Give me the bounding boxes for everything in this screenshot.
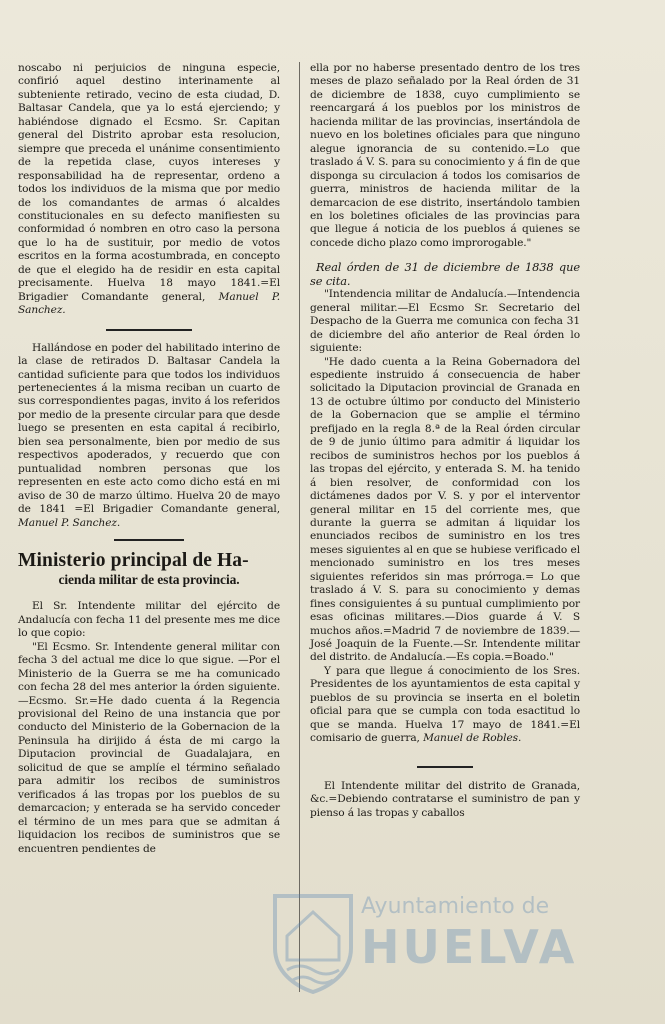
left-paragraph-1-text: noscabo ni perjuicios de ninguna especie, confirió aquel destino interinamente al subteniente retirado, vecino de esta ciudad, D. Baltasar Candela, que ya lo está ejerciendo; y habiéndose dignado el Ecsmo. Sr. Capitan general del Distrito aprobar esta resolucion, siempre que preceda el unánime consentimiento de la repetida clase, cuyos intereses y responsabilidad ha de representar, ordeno a todos los individuos de la misma que por medio de los comandantes de armas ó alcaldes constitucionales en su defecto manifiesten su conformidad ó nombren en otro caso la persona que lo ha de sustituir, por medio de votos escritos en la forma acostumbrada, en concepto de que el elegido ha de residir en esta capital precisamente. Huelva 18 mayo 1841.=El Brigadier Comandante general, <box>18 62 280 303</box>
section-title: Ministerio principal de Ha- <box>18 549 249 571</box>
right-column <box>310 62 580 820</box>
left-paragraph-2 <box>18 342 280 530</box>
right-paragraph-4 <box>310 665 580 746</box>
right-paragraph-4-signature: Manuel de Robles. <box>423 732 522 745</box>
section-divider-2 <box>114 539 184 541</box>
watermark-big-text: HUELVA <box>361 920 578 974</box>
left-paragraph-2-text: Hallándose en poder del habilitado interino de la clase de retirados D. Baltasar Candela la cantidad suficiente para que todos los individuos pertenecientes á la misma reciban un cuarto de sus correspondientes pagas, invito á los referidos por medio de la presente circular para que desde luego se presenten en esta capital á recibirlo, bien sea personalmente, bien por medio de sus respectivos apoderados, y recuerdo que con puntualidad nombren personas que los representen en este acto como dicho está en mi aviso de 30 de marzo último. Huelva 20 de mayo de 1841 =El Brigadier Comandante general, <box>18 341 280 516</box>
right-paragraph-3: "He dado cuenta a la Reina Gobernadora del espediente instruido á consecuencia de haber solicitado la Diputacion provincial de Granada en 13 de octubre último por conducto del Ministerio de la Gobernacion que se amplie el término prefijado en la regla 8.ª de la Real órden circular de 9 de junio último para admitir á liquidar los recibos de suministros hechos por los pueblos á las tropas del ejército, y enterada S. M. ha tenido á bien resolver, de conformidad con los dictámenes dados por V. S. y por el interventor general militar en 15 del corriente mes, que durante la guerra se admitan á liquidar los enunciados recibos de suministro en los tres meses siguientes al en que se hubiese verificado el mencionado suministro en los tres meses siguientes referidos sin mas prórroga.= Lo que traslado á V. S. para su conocimiento y demas fines consiguientes á su puntual cumplimiento por esas oficinas militares.—Dios guarde á V. S muchos años.=Madrid 7 de noviembre de 1839.—José Joaquin de la Fuente.—Sr. Intendente militar del distrito. de Andalucía.—Es copia.=Boado." <box>310 355 580 664</box>
left-paragraph-2-signature: Manuel P. Sanchez. <box>18 516 121 529</box>
left-paragraph-1-signature: Manuel P. Sanchez. <box>18 290 280 317</box>
left-paragraph-3: El Sr. Intendente militar del ejército de Andalucía con fecha 11 del presente mes me dice lo que copio: <box>18 600 280 640</box>
column-divider <box>299 62 300 992</box>
left-paragraph-1 <box>18 62 280 318</box>
section-subtitle: cienda militar de esta provincia. <box>58 571 240 587</box>
left-column <box>18 62 280 856</box>
right-paragraph-1: ella por no haberse presentado dentro de los tres meses de plazo señalado por la Real órden de 31 de diciembre de 1838, cuyo cumplimiento se reencargará á los pueblos por los ministros de hacienda militar de las provincias, insertándola de nuevo en los boletines oficiales para que ninguno alegue ignorancia de su contenido.=Lo que traslado á V. S. para su conocimiento y á fin de que disponga su circulacion á todos los comisarios de guerra, ministros de hacienda militar de la demarcacion de ese distrito, insertándolo tambien en los boletines oficiales de las provincias para que llegue á noticia de los pueblos á quienes se concede dicho plazo como improrogable." <box>310 62 580 249</box>
right-paragraph-5: El Intendente militar del distrito de Granada, &c.=Debiendo contratarse el suministro de pan y pienso á las tropas y caballos <box>310 779 580 819</box>
archive-watermark <box>269 872 659 1002</box>
right-heading: Real órden de 31 de diciembre de 1838 que se cita. <box>310 260 580 288</box>
watermark-top-text: Ayuntamiento de <box>361 894 550 919</box>
right-paragraph-4-text: Y para que llegue á conocimiento de los Sres. Presidentes de los ayuntamientos de esta capital y pueblos de su provincia se inserta en el boletin oficial para que se cumpla con toda esactitud lo que se manda. Huelva 17 mayo de 1841.=El comisario de guerra, <box>310 664 580 745</box>
coat-of-arms-icon <box>269 890 357 994</box>
section-divider-3 <box>417 766 473 768</box>
section-divider-1 <box>106 329 192 331</box>
right-paragraph-2: "Intendencia militar de Andalucía.—Intendencia general militar.—El Ecsmo Sr. Secretario del Despacho de la Guerra me comunica con fecha 31 de diciembre del año anterior de Real órden lo siguiente: <box>310 288 580 355</box>
left-paragraph-4: "El Ecsmo. Sr. Intendente general militar con fecha 3 del actual me dice lo que sigue. —Por el Ministerio de la Guerra se me ha comunicado con fecha 28 del mes anterior la órden siguiente.—Ecsmo. Sr.=He dado cuenta á la Regencia provisional del Reino de una instancia que por conducto del Ministerio de la Gobernacion de la Peninsula ha dirijido á ésta de mi cargo la Diputacion provincial de Guadalajara, en solicitud de que se amplíe el término señalado para admitir los recibos de suministros verificados á las tropas por los pueblos de su demarcacion; y enterada se ha servido conceder el término de un mes para que se admitan á liquidacion los recibos de suministros que se encuentren pendientes de <box>18 640 280 855</box>
